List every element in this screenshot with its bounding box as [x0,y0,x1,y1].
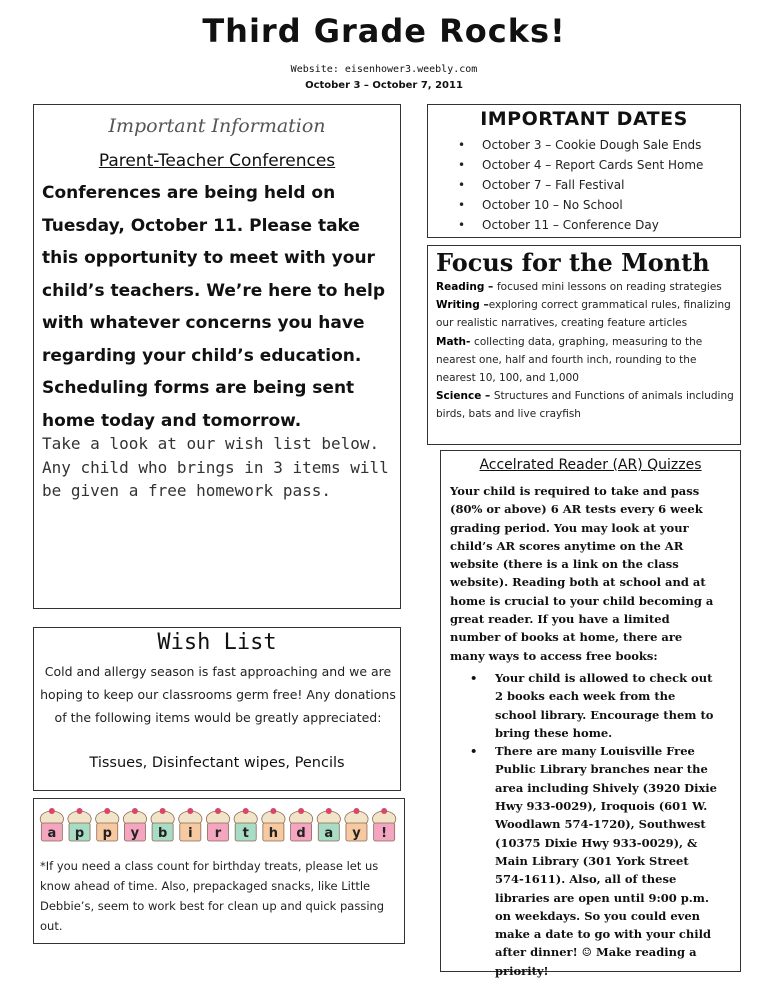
cupcake-letter-icon [123,808,146,841]
cupcake-letter-icon [68,808,91,841]
list-item: • October 7 – Fall Festival [438,175,703,195]
svg-text:r: r [214,826,222,841]
svg-text:b: b [157,826,168,841]
focus-heading: Focus for the Month [436,248,710,277]
birthday-note: *If you need a class count for birthday treats, please let us know ahead of time. Also, prepackaged snacks, like Little Debbie’s, seem to work best for clean up and quick passing out. [40,859,385,933]
cupcake-letter-icon [262,808,285,841]
conferences-heading: Parent-Teacher Conferences [98,151,336,171]
svg-text:a: a [47,826,57,841]
cupcake-letter-icon [234,808,257,841]
ar-heading: Accelrated Reader (AR) Quizzes [479,457,702,473]
page-title: Third Grade Rocks! [202,12,566,50]
reading-text: focused mini lessons on reading strategies [496,281,722,293]
list-item: • October 3 – Cookie Dough Sale Ends [438,135,703,155]
cupcake-letter-icon [96,808,119,841]
svg-text:i: i [188,826,193,841]
svg-text:y: y [352,826,361,841]
important-dates-box [427,104,741,238]
wish-paragraph: Cold and allergy season is fast approaching and we are hoping to keep our classrooms germ free! Any donations of the following items would be greatly appreciated: [40,664,396,725]
cupcake-letter-icon [345,808,368,841]
svg-text:t: t [242,826,249,841]
svg-text:p: p [102,826,112,841]
svg-text:p: p [74,826,85,841]
dates-heading: IMPORTANT DATES [480,108,688,130]
cupcake-letter-icon [373,808,396,841]
reading-label: Reading – [436,281,497,293]
svg-text:h: h [268,826,279,841]
ar-list [450,669,720,980]
list-item: • October 10 – No School [438,195,703,215]
conferences-paragraph: Conferences are being held on Tuesday, October 11. Please take this opportunity to meet with your child’s teachers. We’re here to help with whatever concerns you have regarding your child’s education. Scheduling forms are being sent home today and tomorrow. [42,183,385,431]
cupcake-letter-icon [206,808,229,841]
focus-body [436,278,734,424]
important-information-box [33,104,401,609]
date-range: October 3 – October 7, 2011 [305,80,463,91]
ar-quizzes-box [440,450,741,978]
focus-box [427,245,741,445]
cupcake-letter-icon [179,808,202,841]
science-text: Structures and Functions of animals including birds, bats and live crayfish [436,390,734,421]
wish-list-note: Take a look at our wish list below. Any child who brings in 3 items will be given a free homework pass. [42,434,389,500]
list-item: • October 4 – Report Cards Sent Home [438,155,703,175]
math-text: collecting data, graphing, measuring to the nearest one, half and fourth inch, rounding to the nearest 10, 100, and 1,000 [436,335,703,385]
cupcake-letter-icon [40,808,63,841]
svg-text:d: d [296,826,306,841]
wish-list-box [33,627,401,791]
writing-label: Writing – [436,299,489,312]
info-heading: Important Information [108,115,326,137]
list-item: • October 11 – Conference Day [438,215,703,235]
science-label: Science – [436,390,494,403]
svg-text:!: ! [381,826,388,841]
wish-heading: Wish List [157,630,277,655]
cupcake-letter-icon [289,808,312,841]
writing-text: exploring correct grammatical rules, finalizing our realistic narratives, creating feature articles [436,299,731,330]
cupcake-letter-icon [151,808,174,841]
website-line: Website: eisenhower3.weebly.com [290,64,478,75]
dates-list [438,135,703,235]
happy-birthday-cupcake-banner [38,807,398,843]
svg-text:y: y [130,826,140,841]
wish-items: Tissues, Disinfectant wipes, Pencils [89,755,345,771]
list-item: • Your child is allowed to check out 2 books each week from the school library. Encourage them to bring these home. [450,669,720,742]
math-label: Math- [436,335,475,348]
birthday-box [33,798,405,944]
list-item: • There are many Louisville Free Public Library branches near the area including Shively (3920 Dixie Hwy 933-0029), Iroquois (601 W. Woodlawn 574-1720), Southwest (10375 Dixie Hwy 933-0029), & Main Library (301 York Street 574-1611). Also, all of these libraries are open until 9:00 p.m. on weekdays. So you could even make a date to go with your child after dinner! ☺ Make reading a priority! [450,742,720,980]
svg-text:a: a [324,826,334,841]
ar-paragraph: Your child is required to take and pass (80% or above) 6 AR tests every 6 week grading period. You may look at your child’s AR scores anytime on the AR website (there is a link on the class website). Reading both at school and at home is crucial to your child becoming a great reader. If you have a limited number of books at home, there are many ways to access free books: [450,484,714,663]
cupcake-letter-icon [317,808,340,841]
